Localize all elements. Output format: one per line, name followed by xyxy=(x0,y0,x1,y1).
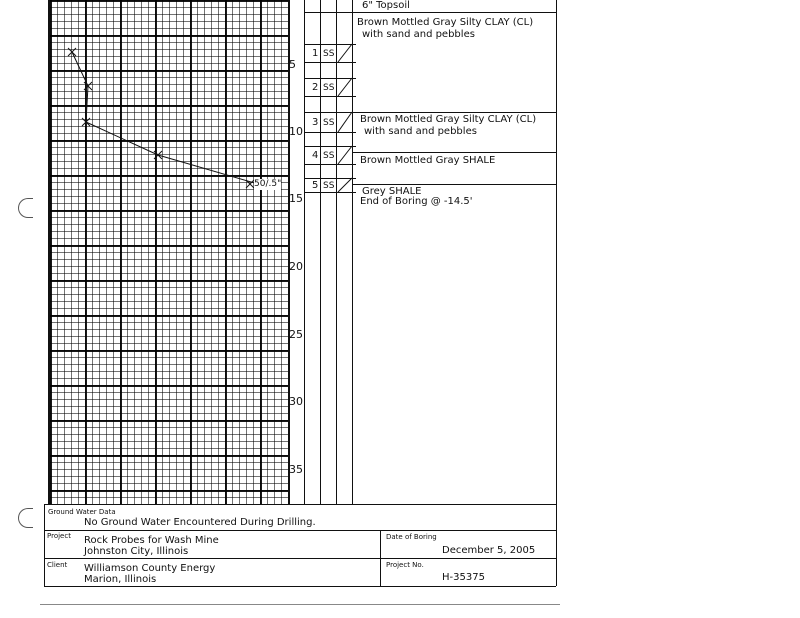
stratum-description: Brown Mottled Gray Silty CLAY (CL) xyxy=(357,17,534,28)
sample-interval-marks xyxy=(336,0,356,200)
stratum-description: Brown Mottled Gray SHALE xyxy=(360,155,496,166)
client-name: Williamson County Energy xyxy=(84,563,216,574)
project-name: Rock Probes for Wash Mine xyxy=(84,535,219,546)
punch-hole-top xyxy=(18,198,33,218)
project-location: Johnston City, Illinois xyxy=(84,546,189,557)
sample-type: SS xyxy=(323,181,335,191)
stratum-description: with sand and pebbles xyxy=(362,29,475,40)
punch-hole-bottom xyxy=(18,508,33,528)
project-number-label: Project No. xyxy=(386,561,424,569)
depth-mark: 5 xyxy=(289,58,296,71)
depth-mark: 15 xyxy=(289,192,303,205)
project-label: Project xyxy=(47,532,71,540)
scan-edge-line xyxy=(40,604,560,605)
client-label: Client xyxy=(47,561,68,569)
sample-type: SS xyxy=(323,83,335,93)
date-value: December 5, 2005 xyxy=(442,545,536,556)
sample-type: SS xyxy=(323,151,335,161)
depth-mark: 20 xyxy=(289,260,303,273)
depth-mark: 25 xyxy=(289,328,303,341)
blow-count-note: 50/.5" xyxy=(254,179,282,189)
stratum-description: with sand and pebbles xyxy=(364,126,477,137)
stratum-description: Grey SHALE xyxy=(362,186,422,197)
stratum-description: Brown Mottled Gray Silty CLAY (CL) xyxy=(360,114,537,125)
stratum-description: 6" Topsoil xyxy=(362,0,410,11)
sample-number: 2 xyxy=(312,82,319,93)
depth-mark: 30 xyxy=(289,395,303,408)
depth-mark: 10 xyxy=(289,125,303,138)
project-number-value: H-35375 xyxy=(442,572,485,583)
sample-number: 1 xyxy=(312,48,319,59)
sample-type: SS xyxy=(323,49,335,59)
sample-type: SS xyxy=(323,118,335,128)
sample-number: 4 xyxy=(312,150,319,161)
ground-water-label: Ground Water Data xyxy=(48,508,116,516)
depth-mark: 35 xyxy=(289,463,303,476)
test-data-plot xyxy=(48,0,286,504)
ground-water-note: No Ground Water Encountered During Drilling. xyxy=(84,517,316,528)
date-label: Date of Boring xyxy=(386,533,437,541)
sample-number: 3 xyxy=(312,117,319,128)
sample-number: 5 xyxy=(312,180,319,191)
client-location: Marion, Illinois xyxy=(84,574,157,585)
stratum-description: End of Boring @ -14.5' xyxy=(360,196,473,207)
